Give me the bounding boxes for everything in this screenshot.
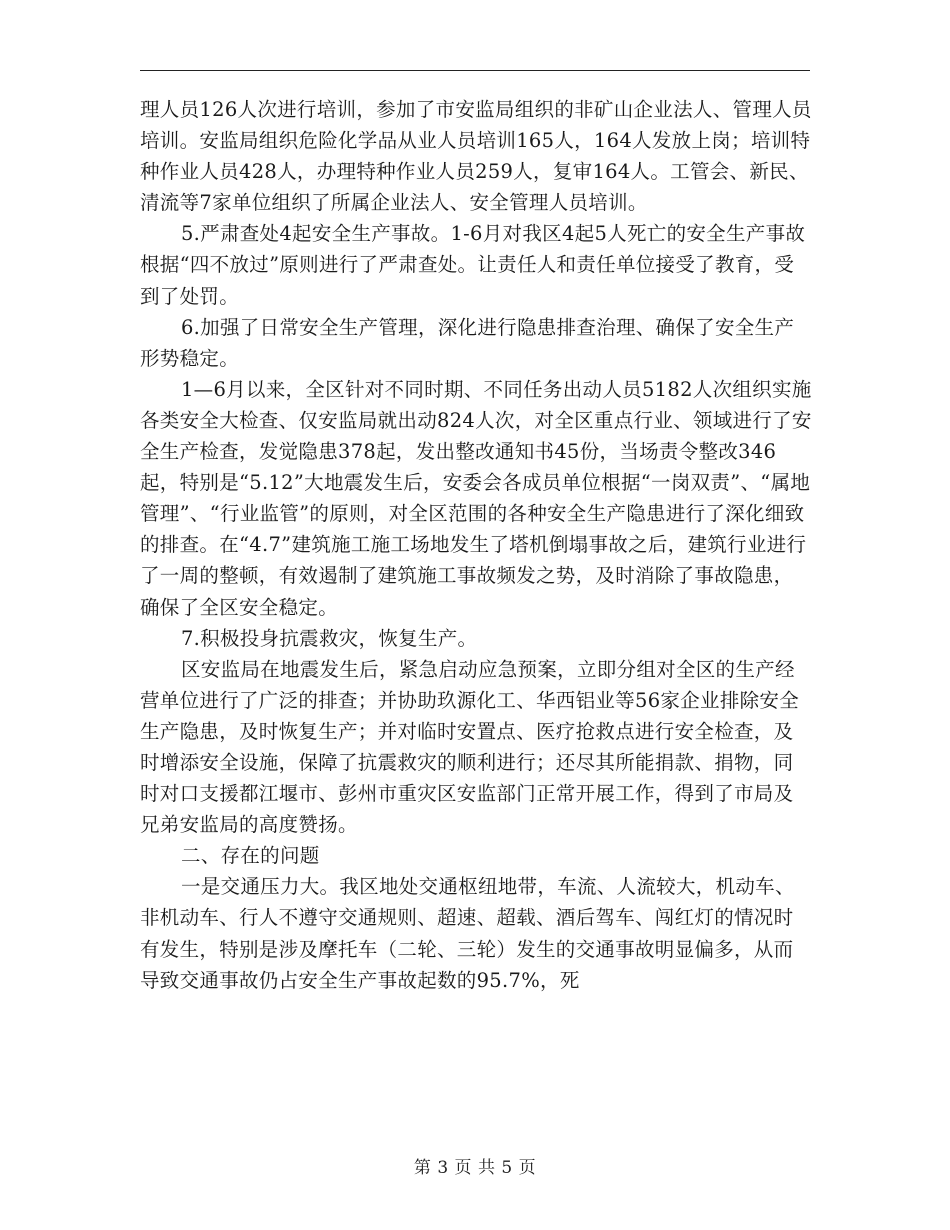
paragraph: 5.严肃查处4起安全生产事故。1-6月对我区4起5人死亡的安全生产事故根据“四不放过”原则进行了严肃查处。让责任人和责任单位接受了教育，受到了处罚。 xyxy=(140,222,806,308)
body-text xyxy=(140,94,812,996)
header-rule xyxy=(140,70,810,71)
paragraph: 6.加强了日常安全生产管理，深化进行隐患排查治理、确保了安全生产形势稳定。 xyxy=(140,315,795,370)
section-heading: 二、存在的问题 xyxy=(180,844,320,868)
paragraph: 理人员126人次进行培训，参加了市安监局组织的非矿山企业法人、管理人员培训。安监局组织危险化学品从业人员培训165人，164人发放上岗；培训特种作业人员428人，办理特种作业人员259人，复审164人。工管会、新民、清流等7家单位组织了所属企业法人、安全管理人员培训。 xyxy=(140,98,812,215)
paragraph: 区安监局在地震发生后，紧急启动应急预案，立即分组对全区的生产经营单位进行了广泛的排查；并协助玖源化工、华西铝业等56家企业排除安全生产隐患，及时恢复生产；并对临时安置点、医疗抢救点进行安全检查，及时增添安全设施，保障了抗震救灾的顺利进行；还尽其所能捐款、捐物，同时对口支援都江堰市、彭州市重灾区安监部门正常开展工作，得到了市局及兄弟安监局的高度赞扬。 xyxy=(140,657,800,837)
page-number: 第 3 页 共 5 页 xyxy=(413,1158,537,1178)
paragraph: 7.积极投身抗震救灾，恢复生产。 xyxy=(180,626,478,650)
paragraph: 1—6月以来，全区针对不同时期、不同任务出动人员5182人次组织实施各类安全大检查、仅安监局就出动824人次，对全区重点行业、领域进行了安全生产检查，发觉隐患378起，发出整改通知书45份，当场责令整改346起，特别是“5.12”大地震发生后，安委会各成员单位根据“一岗双责”、“属地管理”、“行业监管”的原则，对全区范围的各种安全生产隐患进行了深化细致的排查。在“4.7”建筑施工施工场地发生了塔机倒塌事故之后，建筑行业进行了一周的整顿，有效遏制了建筑施工事故频发之势，及时消除了事故隐患，确保了全区安全稳定。 xyxy=(140,377,812,619)
paragraph: 一是交通压力大。我区地处交通枢纽地带，车流、人流较大，机动车、非机动车、行人不遵守交通规则、超速、超载、酒后驾车、闯红灯的情况时有发生，特别是涉及摩托车（二轮、三轮）发生的交通事故明显偏多，从而导致交通事故仍占安全生产事故起数的95.7%，死 xyxy=(140,875,795,992)
